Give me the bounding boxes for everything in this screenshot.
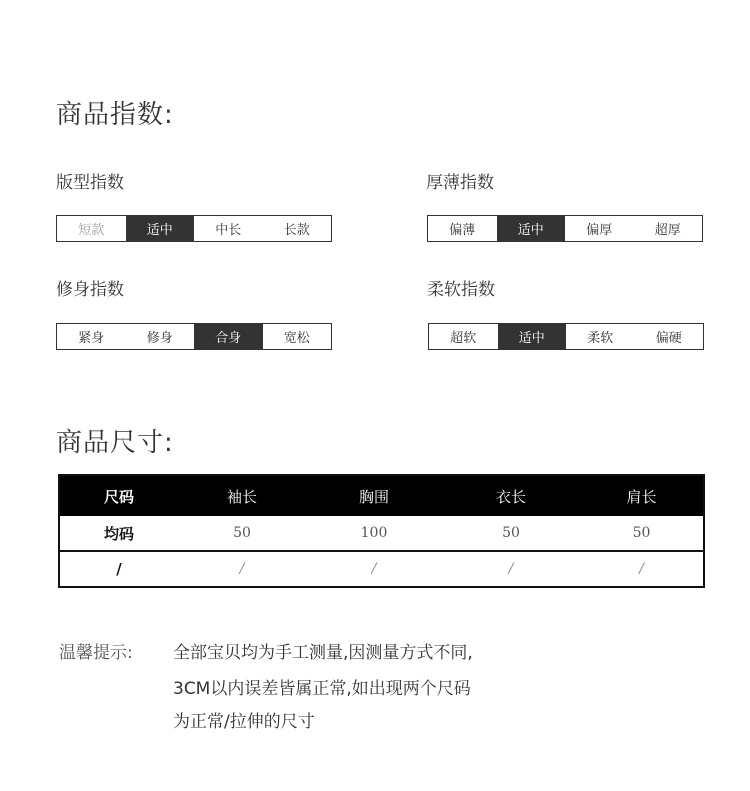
index-bar-softness	[428, 323, 704, 350]
index-label-slimness: 修身指数	[56, 280, 124, 300]
index-option: 偏硬	[655, 331, 682, 346]
index-label-thickness: 厚薄指数	[426, 173, 494, 193]
table-cell: 100	[360, 525, 388, 541]
notice-line: 全部宝贝均为手工测量,因测量方式不同,	[173, 643, 473, 663]
index-option: 长款	[283, 223, 310, 238]
table-cell: 50	[502, 525, 520, 541]
table-cell: /	[116, 560, 122, 578]
table-cell: 50	[632, 525, 651, 541]
table-cell: /	[639, 561, 644, 577]
table-cell: /	[239, 561, 245, 577]
table-row	[60, 552, 703, 586]
notice-line: 3CM以内误差皆属正常,如出现两个尺码	[173, 679, 471, 699]
index-label-softness: 柔软指数	[427, 280, 495, 300]
index-option: 超软	[450, 331, 477, 346]
notice-label: 温馨提示:	[59, 643, 133, 663]
table-cell: /	[508, 561, 514, 577]
notice-line: 为正常/拉伸的尺寸	[173, 712, 315, 732]
table-header-cell: 肩长	[626, 487, 657, 506]
index-option-selected: 适中	[498, 324, 567, 349]
index-option-selected: 适中	[126, 216, 195, 241]
table-header-cell: 衣长	[495, 487, 526, 506]
index-bar-thickness	[427, 215, 703, 242]
table-header-cell: 袖长	[226, 487, 257, 506]
index-option: 超厚	[654, 223, 681, 238]
index-option: 修身	[146, 331, 173, 346]
index-option: 中长	[215, 223, 242, 238]
index-label-fit-length: 版型指数	[56, 173, 124, 193]
index-option-selected: 合身	[194, 324, 263, 349]
index-option: 柔软	[587, 331, 614, 346]
table-header-row	[60, 476, 703, 516]
table-cell: /	[371, 561, 377, 577]
index-option: 紧身	[78, 331, 105, 346]
index-option: 偏薄	[449, 223, 476, 238]
table-header-cell: 胸围	[358, 487, 389, 506]
index-option: 宽松	[283, 331, 310, 346]
index-bar-slimness	[56, 323, 332, 350]
index-option: 偏厚	[586, 223, 613, 238]
section-title-size: 商品尺寸:	[56, 428, 174, 458]
index-bar-fit-length	[56, 215, 332, 242]
index-option: 短款	[78, 223, 105, 238]
section-title-index: 商品指数:	[56, 100, 174, 130]
table-cell: 50	[233, 525, 251, 541]
table-row	[60, 516, 703, 552]
table-header-cell: 尺码	[103, 487, 134, 506]
index-option-selected: 适中	[497, 216, 566, 241]
table-cell: 均码	[103, 524, 134, 543]
size-table	[58, 474, 705, 588]
